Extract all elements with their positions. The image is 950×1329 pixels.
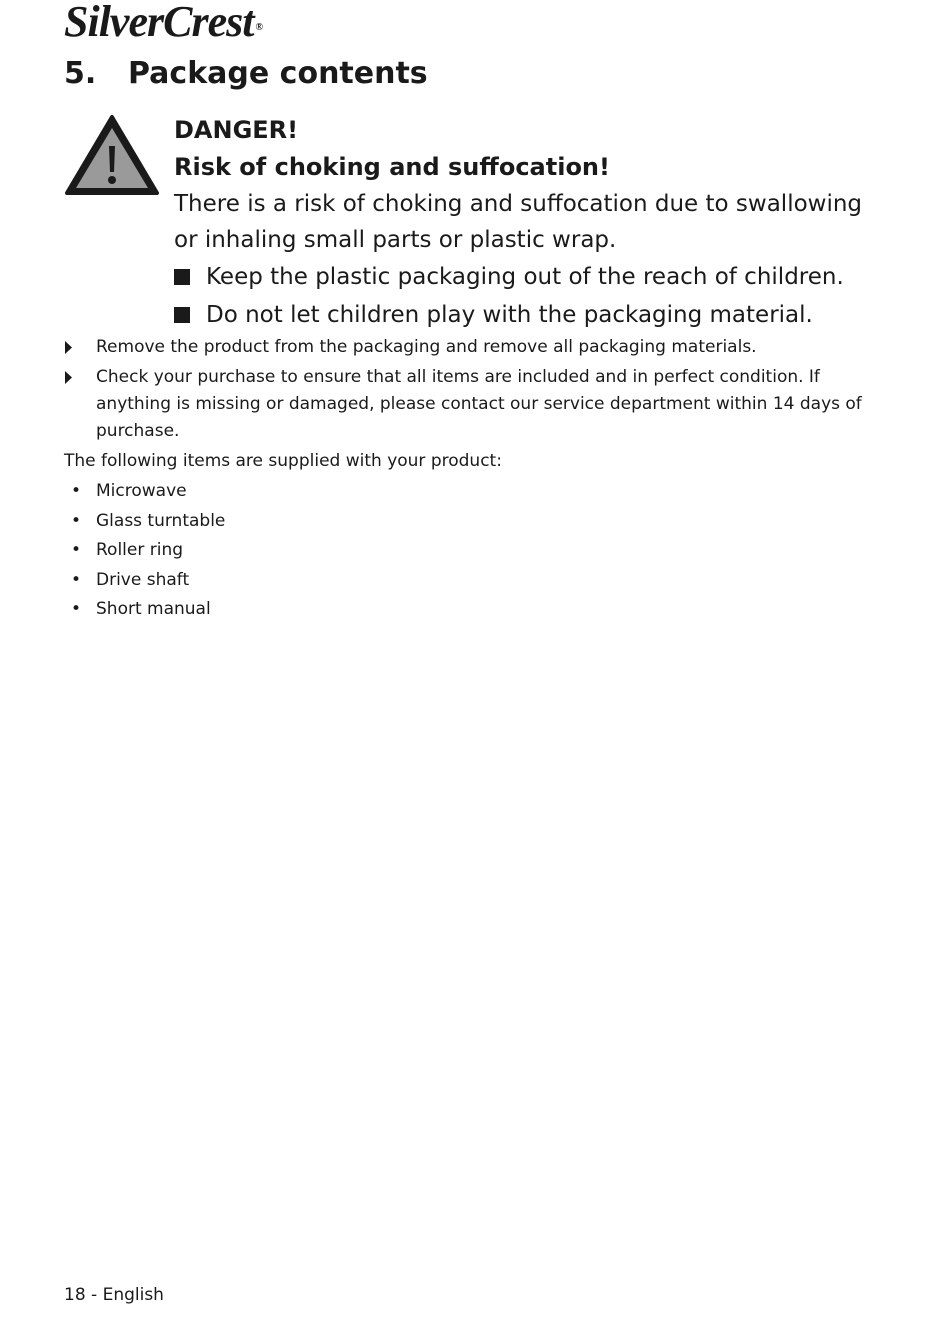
arrow-right-icon <box>64 364 96 445</box>
danger-description: There is a risk of choking and suffocation due to swallowing or inhaling small parts or plastic wrap. <box>174 191 863 253</box>
brand-logo <box>64 0 262 44</box>
list-item <box>64 536 225 566</box>
list-item <box>64 595 225 625</box>
section-number: 5. <box>64 56 97 91</box>
danger-item-text: Keep the plastic packaging out of the reach of children. <box>206 264 844 290</box>
instruction-step-text: Check your purchase to ensure that all items are included and in perfect condition. If anything is missing or damaged, please contact our service department within 14 days of purchase. <box>96 367 862 441</box>
bullet-icon: • <box>71 540 82 560</box>
list-item <box>64 477 225 507</box>
danger-item <box>174 296 874 334</box>
instruction-step <box>64 334 864 361</box>
instruction-step <box>64 364 864 445</box>
bullet-icon: • <box>71 481 82 501</box>
bullet-icon: • <box>71 510 82 531</box>
section-title-text: Package contents <box>128 56 428 91</box>
danger-subheading: Risk of choking and suffocation! <box>174 153 610 181</box>
page-footer: 18 - English <box>64 1285 164 1305</box>
list-item-text: Glass turntable <box>96 510 226 531</box>
contents-intro: The following items are supplied with your product: <box>64 451 502 471</box>
bullet-icon: • <box>71 569 82 590</box>
bullet-icon: • <box>71 599 82 619</box>
brand-logo-text: SilverCrest <box>64 0 254 46</box>
list-item-text: Short manual <box>96 599 211 619</box>
square-bullet-icon <box>174 307 190 323</box>
instruction-steps <box>64 334 864 448</box>
square-bullet-icon <box>174 269 190 285</box>
instruction-step-text: Remove the product from the packaging and remove all packaging materials. <box>96 337 757 357</box>
section-title <box>64 52 428 96</box>
danger-item <box>174 258 874 296</box>
danger-warning-block <box>174 112 874 334</box>
danger-item-text: Do not let children play with the packaging material. <box>206 302 813 328</box>
list-item <box>64 566 225 596</box>
warning-triangle-icon <box>64 114 160 196</box>
danger-heading: DANGER! <box>174 116 299 144</box>
list-item <box>64 507 225 537</box>
list-item-text: Drive shaft <box>96 569 190 590</box>
registered-mark: ® <box>255 22 262 33</box>
list-item-text: Roller ring <box>96 540 184 560</box>
list-item-text: Microwave <box>96 481 187 501</box>
package-contents-list <box>64 477 225 625</box>
arrow-right-icon <box>64 334 96 361</box>
